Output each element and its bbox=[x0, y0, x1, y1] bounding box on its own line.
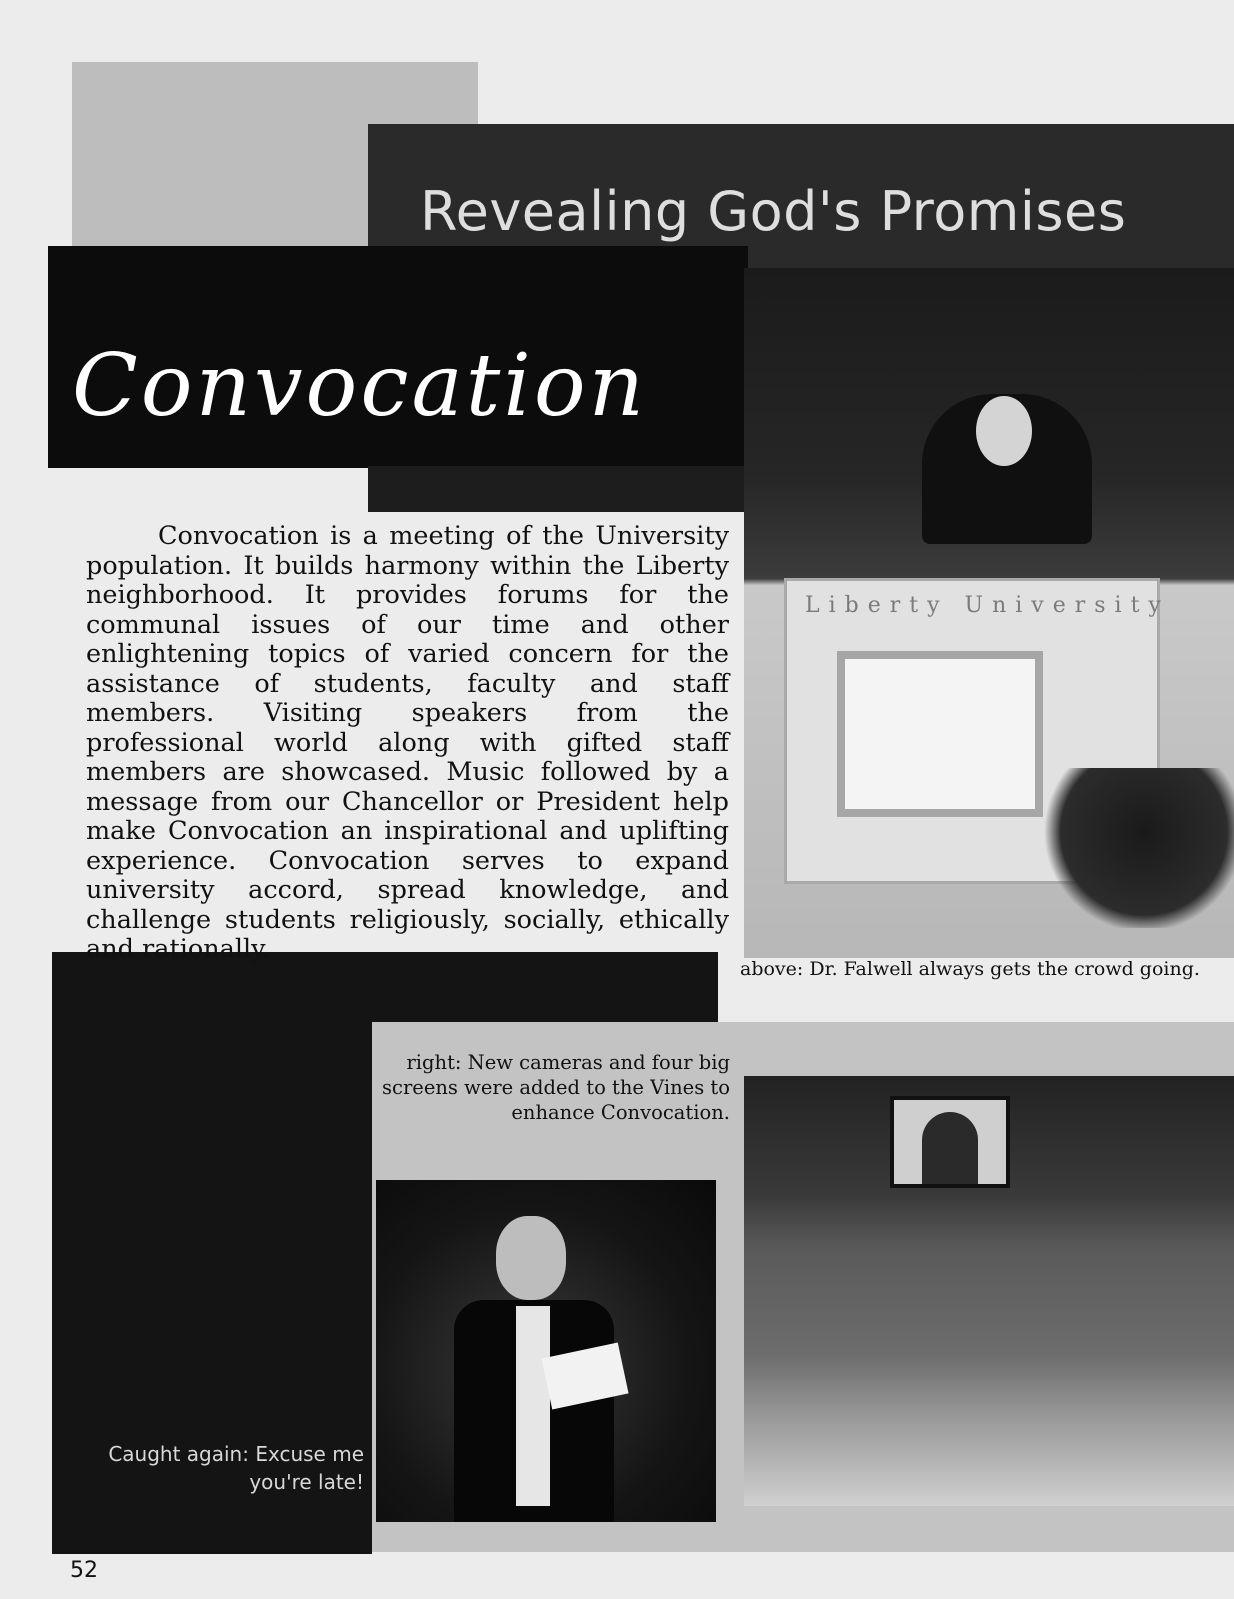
podium-sign: Liberty University bbox=[805, 593, 1170, 618]
decorative-dark-block bbox=[368, 466, 744, 512]
photo-student-late bbox=[376, 1180, 716, 1522]
section-title: Revealing God's Promises bbox=[420, 180, 1127, 243]
screen-speaker-figure bbox=[922, 1112, 978, 1184]
article-body: Convocation is a meeting of the University population. It builds harmony within the Liberty neighborhood. It provides forums for the communal issues of our time and other enlightening topics of varied concern for the assistance of students, faculty and staff members. Visiting speakers from the professional world along with gifted staff members are showcased. Music followed by a message from our Chancellor or President help make Convocation an inspirational and uplifting experience. Convocation serves to expand university accord, spread knowledge, and challenge students religiously, socially, ethically and rationally. bbox=[86, 521, 729, 964]
speaker-head bbox=[976, 396, 1032, 466]
photo-caption-caught: Caught again: Excuse me you're late! bbox=[108, 1442, 364, 1494]
podium-panel bbox=[837, 651, 1043, 817]
student-head bbox=[496, 1216, 566, 1300]
big-screen bbox=[890, 1096, 1010, 1188]
photo-speaker-at-podium bbox=[744, 268, 1234, 958]
photo-caption-above: above: Dr. Falwell always gets the crowd going. bbox=[740, 958, 1200, 980]
student-shirt bbox=[516, 1306, 550, 1506]
photo-caption-right: right: New cameras and four big screens were added to the Vines to enhance Convocation. bbox=[382, 1051, 730, 1124]
plant-decoration bbox=[1044, 768, 1234, 928]
page-title: Convocation bbox=[72, 336, 647, 436]
photo-arena-crowd bbox=[744, 1076, 1234, 1506]
page-number: 52 bbox=[70, 1558, 98, 1583]
